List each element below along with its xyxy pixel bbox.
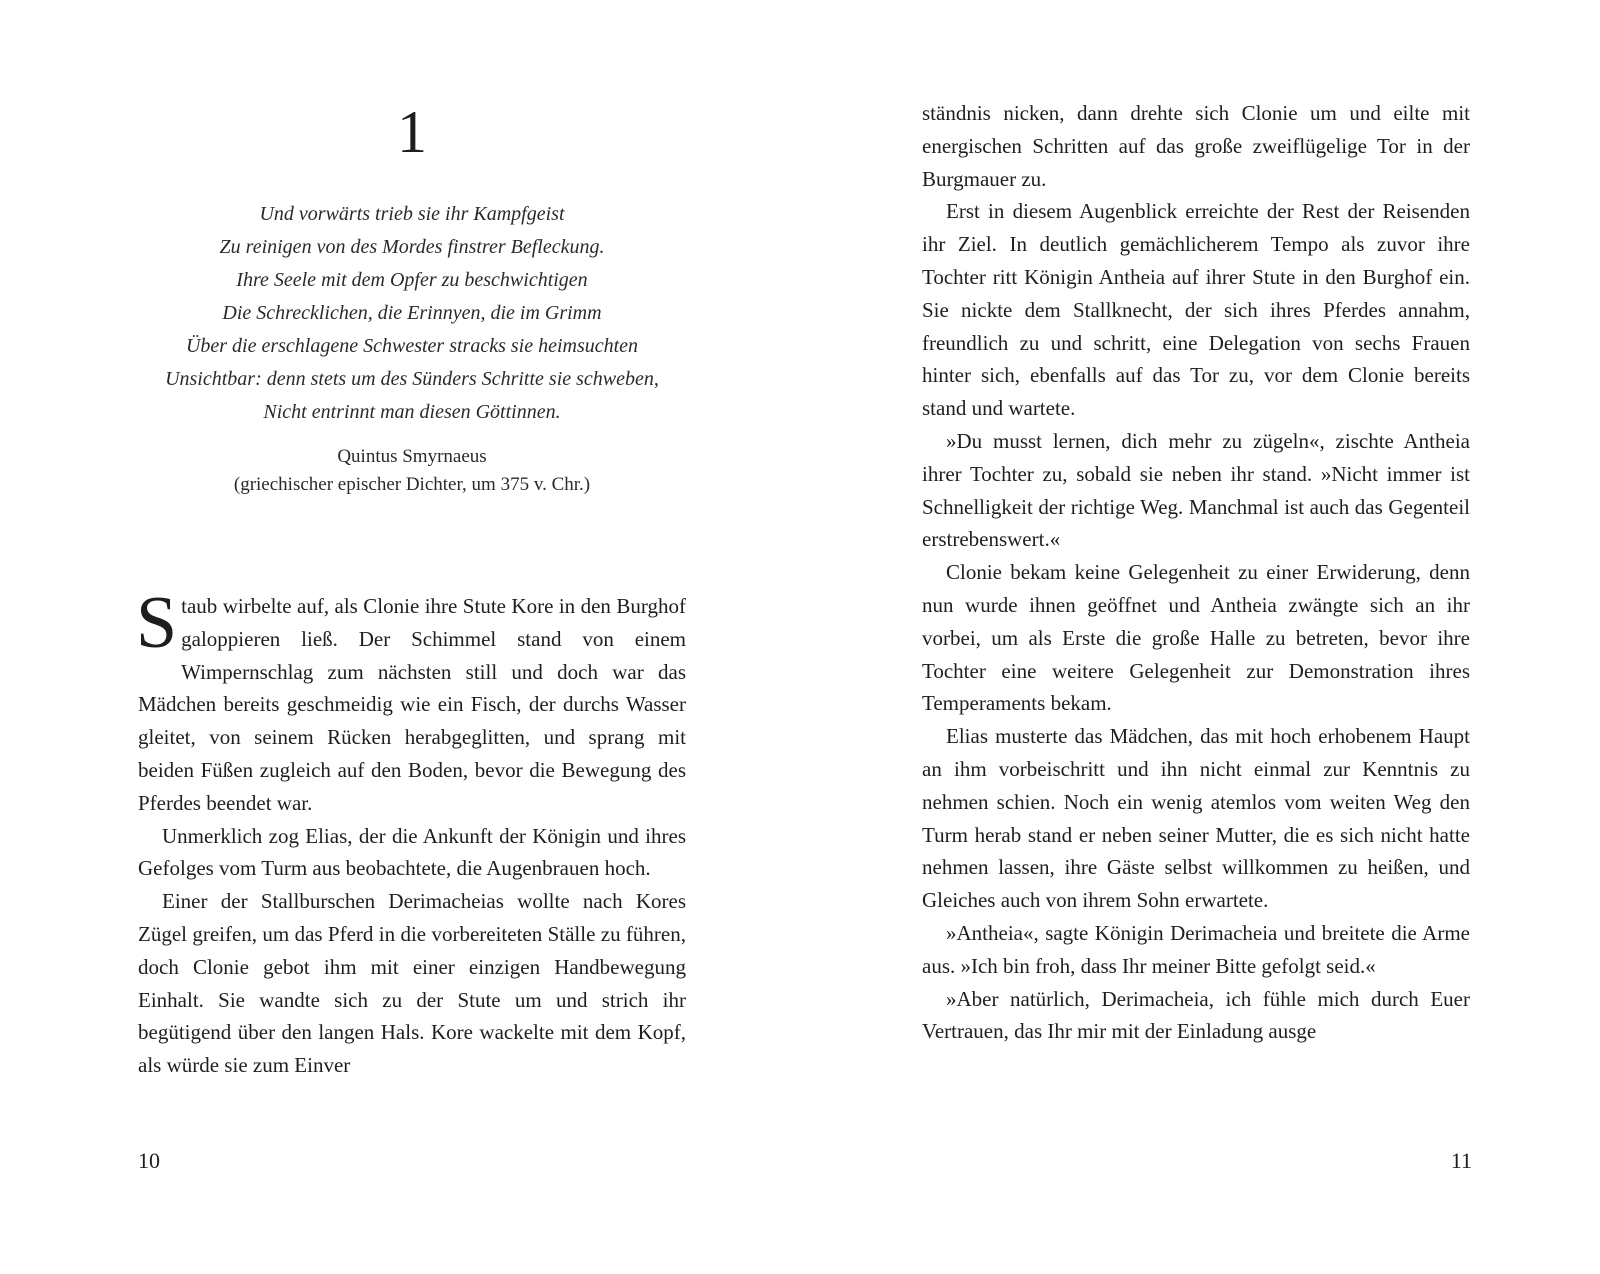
paragraph: »Du musst lernen, dich mehr zu zügeln«, zischte Antheia ihrer Tochter zu, sobald sie neben ihr stand. »Nicht immer ist Schnelligkeit der richtige Weg. Manchmal ist auch das Gegenteil erstrebenswert.«: [922, 428, 1470, 552]
epigraph-line: Unsichtbar: denn stets um des Sünders Schritte sie schweben,: [165, 368, 659, 390]
right-page: [800, 0, 1600, 1274]
attribution-author: Quintus Smyrnaeus: [337, 446, 487, 467]
paragraph: Unmerklich zog Elias, der die Ankunft der Königin und ihres Gefolges vom Turm aus beobachtete, die Augenbrauen hoch.: [138, 823, 686, 881]
epigraph-attribution: [138, 443, 686, 499]
right-body-text: [922, 97, 1470, 1048]
paragraph: Elias musterte das Mädchen, das mit hoch erhobenem Haupt an ihm vorbeischritt und ihn nicht einmal zur Kenntnis zu nehmen schien. Noch ein wenig atemlos vom weiten Weg den Turm herab stand er neben seiner Mutter, die es sich nicht hatte nehmen lassen, ihre Gäste selbst willkommen zu heißen, und Gleiches auch von ihrem Sohn erwartete.: [922, 724, 1470, 913]
epigraph-line: Ihre Seele mit dem Opfer zu beschwichtigen: [236, 269, 588, 291]
left-body-text: [136, 582, 686, 1082]
attribution-note: (griechischer epischer Dichter, um 375 v. Chr.): [233, 474, 591, 495]
epigraph-line: Und vorwärts trieb sie ihr Kampfgeist: [259, 203, 565, 225]
paragraph: »Aber natürlich, Derimacheia, ich fühle mich durch Euer Vertrauen, das Ihr mir mit der Einladung ausge: [922, 986, 1470, 1044]
epigraph-line: Über die erschlagene Schwester stracks sie heimsuchten: [185, 335, 639, 357]
paragraph: Erst in diesem Augenblick erreichte der Rest der Reisenden ihr Ziel. In deutlich gemächlicherem Tempo als zuvor ihre Tochter ritt Königin Antheia auf ihrer Stute in den Burghof ein. Sie nickte dem Stallknecht, der sich ihres Pferdes annahm, freundlich zu und schritt, eine Delegation von sechs Frauen hinter sich, ebenfalls auf das Tor zu, vor dem Clonie bereits stand und wartete.: [922, 199, 1470, 421]
paragraph: Einer der Stallburschen Derimacheias wollte nach Kores Zügel greifen, um das Pferd in die vorbereiteten Ställe zu führen, doch Clonie gebot ihm mit einer einzigen Handbewegung Einhalt. Sie wandte sich zu der Stute um und strich ihr begütigend über den langen Hals. Kore wackelte mit dem Kopf, als würde sie zum Einver: [138, 889, 686, 1078]
paragraph-text: taub wirbelte auf, als Clonie ihre Stute Kore in den Burghof galoppieren ließ. Der Schimmel stand von einem Wimpernschlag zum nächsten still und doch war das Mädchen bereits geschmeidig wie ein Fisch, der durchs Wasser gleitet, von seinem Rücken herabgeglitten, und sprang mit beiden Füßen zugleich auf den Boden, bevor die Bewegung des Pferdes beendet war.: [138, 594, 686, 815]
paragraph: Clonie bekam keine Gelegenheit zu einer Erwiderung, denn nun wurde ihnen geöffnet und Antheia zwängte sich an ihr vorbei, um als Erste die große Halle zu betreten, bevor ihre Tochter eine weitere Gelegenheit zur Demonstration ihres Temperaments bekam.: [922, 560, 1470, 716]
drop-cap: S: [136, 582, 178, 664]
chapter-number: 1: [397, 99, 427, 165]
epigraph: [138, 198, 686, 429]
paragraph: ständnis nicken, dann drehte sich Clonie um und eilte mit energischen Schritten auf das große zweiflügelige Tor in der Burgmauer zu.: [922, 101, 1470, 191]
paragraph: [136, 582, 686, 820]
epigraph-line: Zu reinigen von des Mordes finstrer Befleckung.: [219, 236, 605, 258]
page-number-right: 11: [1450, 1148, 1472, 1173]
epigraph-line: Die Schrecklichen, die Erinnyen, die im Grimm: [222, 302, 602, 324]
page-number-left: 10: [138, 1148, 160, 1173]
epigraph-line: Nicht entrinnt man diesen Göttinnen.: [263, 401, 561, 423]
paragraph: »Antheia«, sagte Königin Derimacheia und breitete die Arme aus. »Ich bin froh, dass Ihr meiner Bitte gefolgt seid.«: [922, 920, 1470, 978]
